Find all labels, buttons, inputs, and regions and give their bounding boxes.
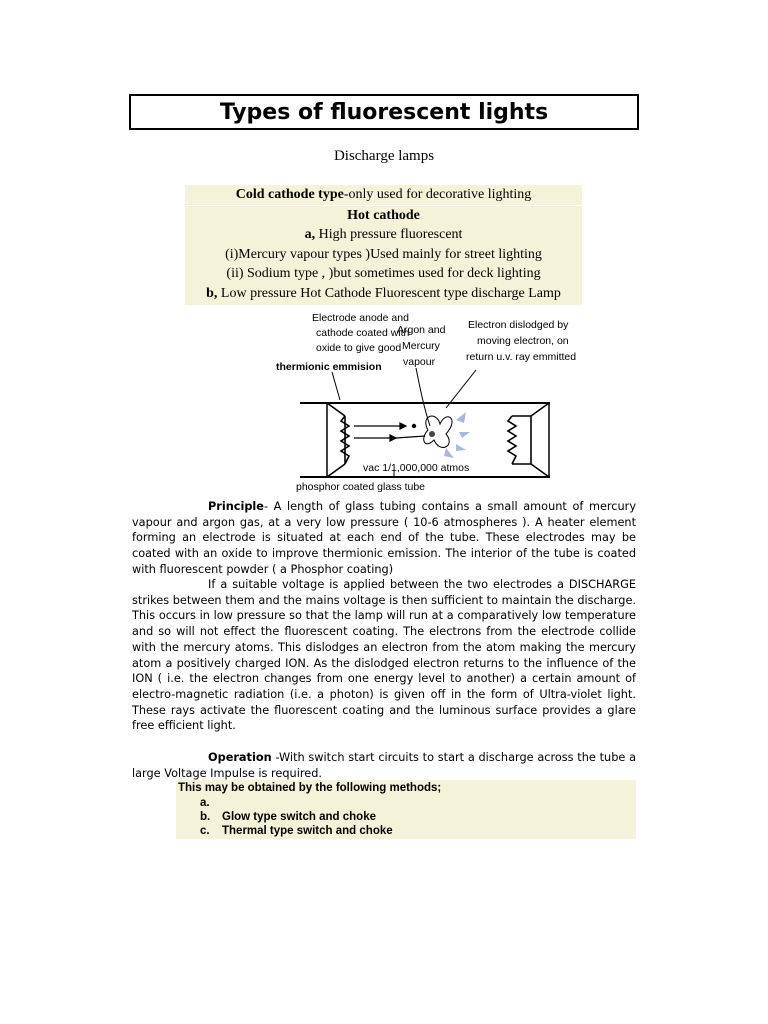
sodium-row: (ii) Sodium type , )but sometimes used for deck lighting [226, 266, 541, 281]
label-electrode-4: thermionic emmision [276, 361, 382, 373]
label-vacuum: vac 1/1,000,000 atmos [363, 462, 470, 474]
method-item-b [200, 811, 376, 823]
label-phosphor: phosphor coated glass tube [296, 481, 426, 493]
hot-cathode-row [185, 206, 582, 226]
electron-arrows [354, 423, 425, 441]
label-electrode-3: oxide to give good [316, 342, 402, 354]
methods-box [176, 780, 636, 839]
right-electrode [508, 403, 549, 477]
mercury-row: (i)Mercury vapour types )Used mainly for street lighting [225, 246, 542, 262]
label-electron-2: moving electron, on [477, 335, 569, 347]
method-item-c [200, 825, 393, 837]
principle-text: - A length of glass tubing contains a small amount of mercury vapour and argon gas, at a very low pressure ( 10-6 atmospheres ). A heater element forming an electrode is situated at each end of the tube. These electrodes may be coated with an oxide to improve thermionic emission. The interior of the tube is coated with fluorescent powder ( a Phosphor coating) [132, 500, 636, 576]
section-subtitle: Discharge lamps [333, 148, 435, 164]
left-electrode [327, 403, 349, 477]
cold-cathode-label: Cold cathode type [235, 187, 344, 202]
label-argon-1: Argon and [397, 324, 446, 336]
label-electron-3: return u.v. ray emmitted [466, 351, 577, 363]
operation-heading: Operation [208, 751, 272, 764]
label-argon-3: vapour [403, 356, 436, 368]
fluorescent-tube-diagram [270, 308, 600, 498]
operation-paragraph [132, 750, 636, 781]
label-electrode-1: Electrode anode and [312, 312, 409, 324]
item-a-label: a, [304, 227, 316, 242]
hot-cathode-label: Hot cathode [347, 207, 420, 223]
cold-cathode-desc: -only used for decorative lighting [343, 187, 532, 202]
discharge-paragraph: If a suitable voltage is applied between the two electrodes a DISCHARGE strikes between them and the mains voltage is then sufficient to maintain the discharge. This occurs in low pressure so that the lamp will run at a comparatively low temperature and so will not effect the fluorescent coating. The electrons from the electrode collide with the mercury atoms. This dislodges an electron from the atom making the mercury atom a positively charged ION. As the dislodged electron returns to the influence of the ION ( i.e. the electron changes from one energy level to another) a certain amount of electro-magnetic radiation (i.e. a photon) is given off in the form of Ultra-violet light. These rays activate the fluorescent coating and the luminous surface provides a glare free efficient light. [132, 578, 636, 733]
item-b-desc: Low pressure Hot Cathode Fluorescent type discharge Lamp [217, 285, 561, 301]
item-a-desc: High pressure fluorescent [315, 227, 463, 242]
principle-paragraph [132, 499, 636, 578]
principle-heading: Principle [208, 500, 264, 513]
item-b-label: b, [206, 285, 218, 301]
method-label: a. [200, 797, 210, 809]
methods-heading: This may be obtained by the following methods; [178, 782, 442, 794]
low-pressure-row [185, 284, 582, 304]
cold-cathode-row [185, 185, 582, 206]
method-label: c. [200, 825, 210, 837]
page-title: Types of fluorescent lights [129, 94, 639, 130]
label-electrode-2: cathode coated with [316, 327, 410, 339]
method-text: Glow type switch and choke [222, 811, 377, 823]
method-text: Thermal type switch and choke [222, 825, 393, 837]
method-label: b. [200, 811, 211, 823]
uv-photon-arrows [444, 412, 470, 458]
high-pressure-row [185, 225, 582, 245]
label-argon-2: Mercury [402, 340, 440, 352]
method-item-a [200, 797, 222, 809]
lamp-types-table [185, 185, 582, 305]
label-electron-1: Electron dislodged by [468, 319, 569, 331]
operation-text: -With switch start circuits to start a discharge across the tube a large Voltage Impulse is required. [132, 751, 636, 780]
